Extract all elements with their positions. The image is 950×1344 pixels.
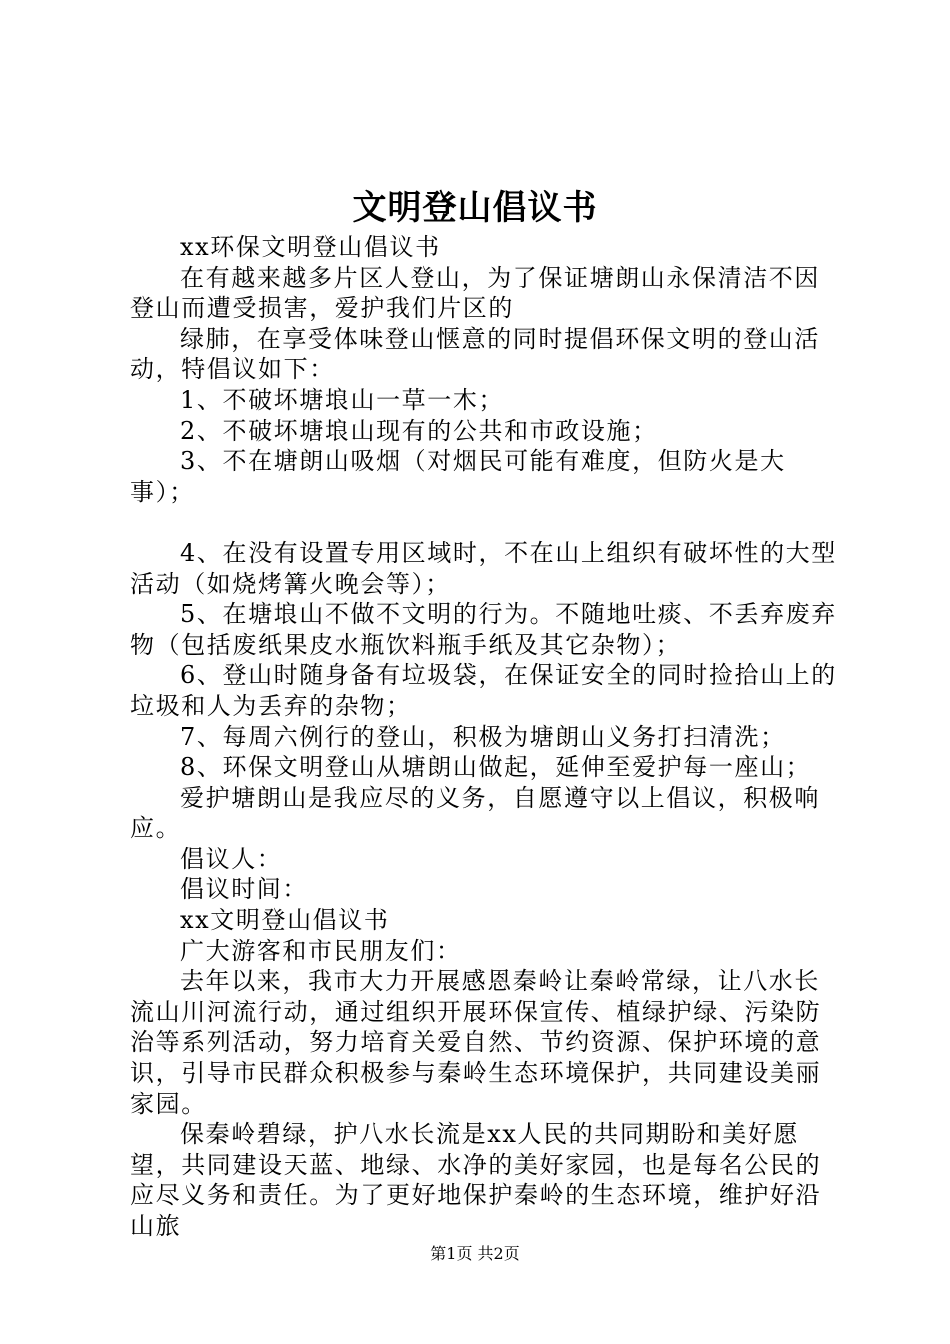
document-body [130,232,842,1242]
section-heading: xx文明登山倡议书 [180,906,390,935]
paragraph: 保秦岭碧绿，护八水长流是xx人民的共同期盼和美好愿望，共同建设天蓝、地绿、水净的美好家园，也是每名公民的应尽义务和责任。为了更好地保护秦岭的生态环境，维护好沿山旅 [130,1120,822,1240]
signature-label: 倡议人： [180,844,283,873]
blank-line [130,507,842,538]
paragraph: xx环保文明登山倡议书 [180,233,441,261]
list-item: 1、不破坏塘埌山一草一木； [180,385,505,414]
paragraph: 在有越来越多片区人登山，为了保证塘朗山永保清洁不因登山而遭受损害，爱护我们片区的 [130,263,820,323]
document-title: 文明登山倡议书 [352,188,598,228]
salutation: 广大游客和市民朋友们： [180,936,462,965]
list-item: 4、在没有设置专用区域时，不在山上组织有破坏性的大型活动（如烧烤篝火晚会等）； [130,538,837,598]
paragraph: 绿肺，在享受体味登山惬意的同时提倡环保文明的登山活动，特倡议如下： [130,324,820,384]
list-item: 6、登山时随身备有垃圾袋，在保证安全的同时捡拾山上的垃圾和人为丢弃的杂物； [130,661,837,720]
page-footer: 第1页 共2页 [430,1244,520,1263]
list-item: 7、每周六例行的登山，积极为塘朗山义务打扫清洗； [180,722,786,751]
paragraph: 去年以来，我市大力开展感恩秦岭让秦岭常绿，让八水长流山川河流行动，通过组织开展环保宣传、植绿护绿、污染防治等系列活动，努力培育关爱自然、节约资源、保护环境的意识，引导市民群众积极参与秦岭生态环境保护，共同建设美丽家园。 [130,967,822,1118]
list-item: 2、不破坏塘埌山现有的公共和市政设施； [180,416,658,445]
date-label: 倡议时间： [180,875,308,904]
list-item: 5、在塘埌山不做不文明的行为。不随地吐痰、不丢弃废弃物（包括废纸果皮水瓶饮料瓶手纸及其它杂物）； [130,600,837,659]
list-item: 8、环保文明登山从塘朗山做起，延伸至爱护每一座山； [180,753,812,782]
list-item: 3、不在塘朗山吸烟（对烟民可能有难度，但防火是大事）； [130,447,786,506]
paragraph: 爱护塘朗山是我应尽的义务，自愿遵守以上倡议，积极响应。 [130,783,820,843]
